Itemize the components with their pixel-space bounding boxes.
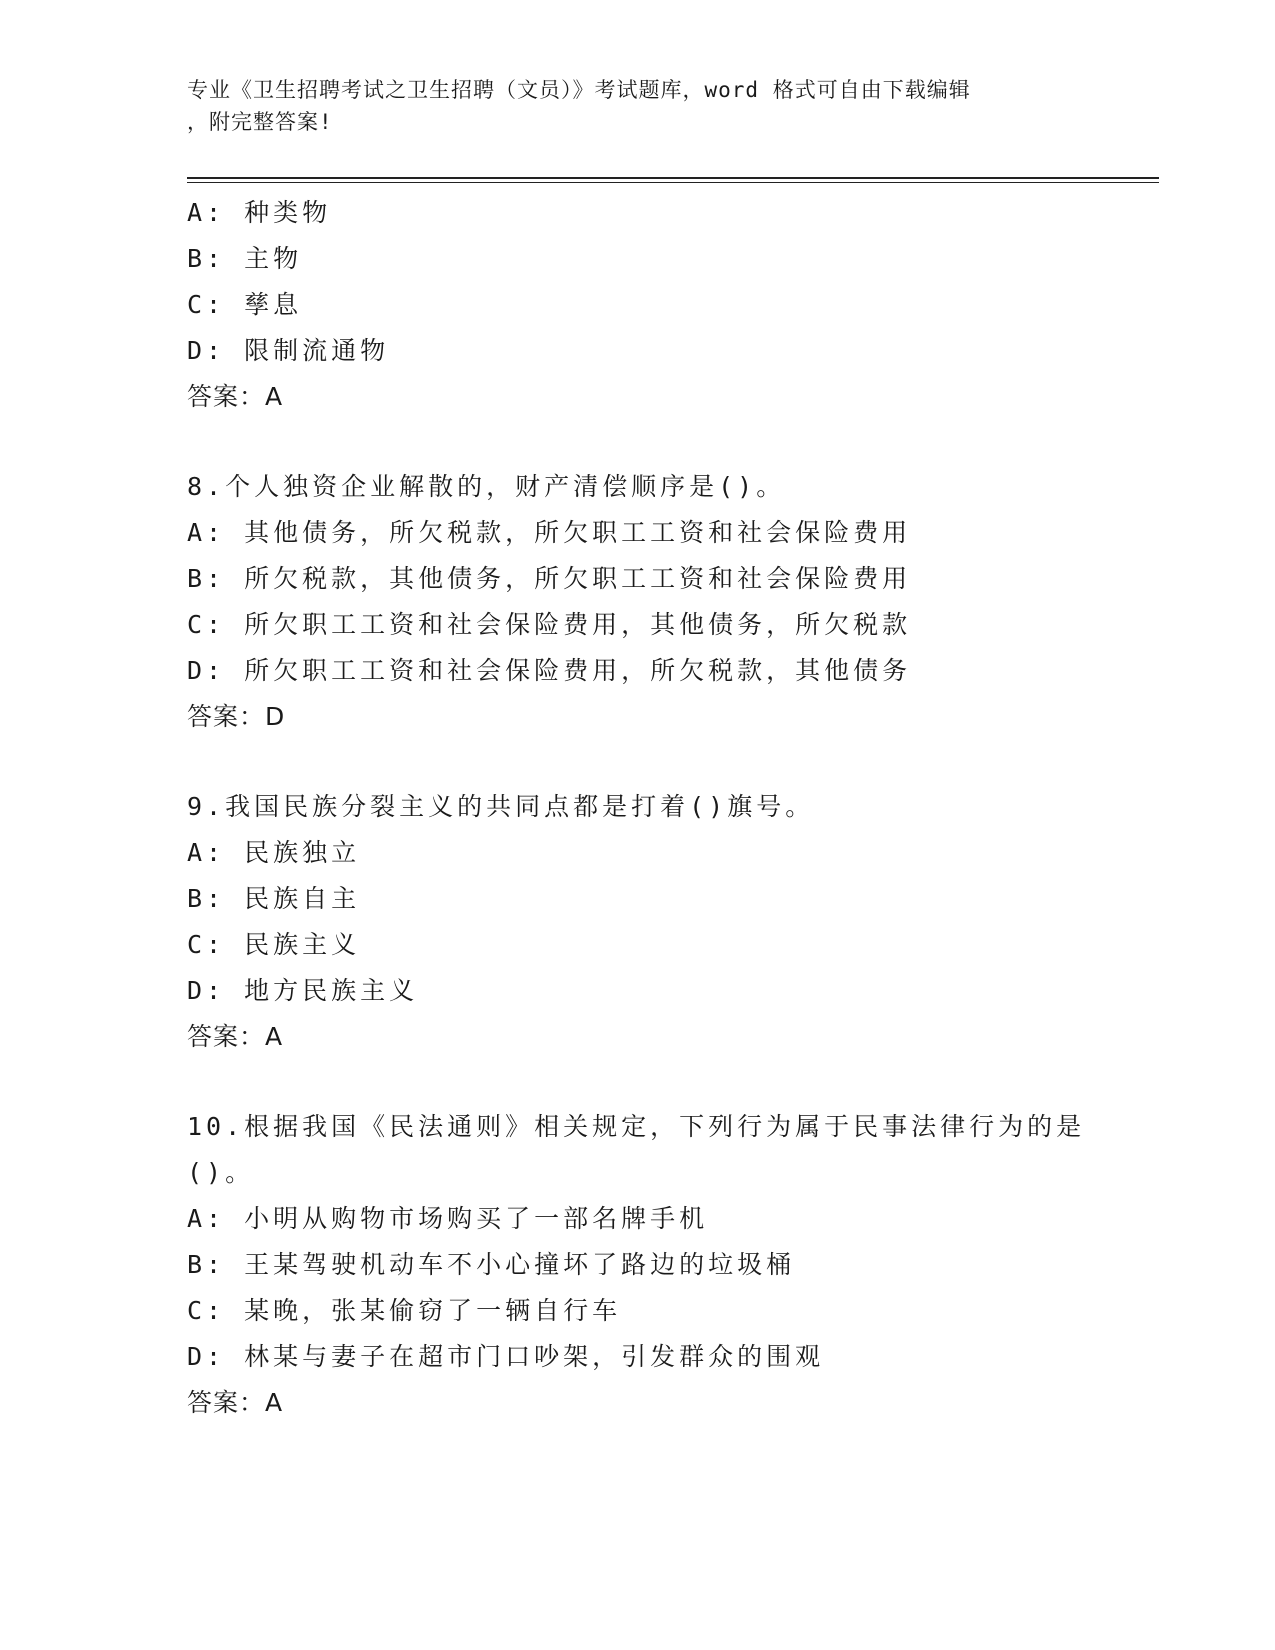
header-intro-line-2: ，附完整答案! — [187, 110, 333, 134]
option-b: B: 所欠税款，其他债务，所欠职工工资和社会保险费用 — [187, 564, 912, 593]
answer-label: 答案：A — [187, 1388, 284, 1417]
option-a: A: 民族独立 — [187, 838, 361, 867]
option-c: C: 所欠职工工资和社会保险费用，其他债务，所欠税款 — [187, 610, 912, 639]
answer-label: 答案：D — [187, 702, 286, 731]
question-10 — [187, 1104, 1147, 1426]
option-a: A: 小明从购物市场购买了一部名牌手机 — [187, 1204, 709, 1233]
document-header — [187, 74, 1087, 138]
option-a: A: 种类物 — [187, 198, 332, 227]
option-a: A: 其他债务，所欠税款，所欠职工工资和社会保险费用 — [187, 518, 912, 547]
option-d: D: 限制流通物 — [187, 336, 390, 365]
option-c: C: 某晚，张某偷窃了一辆自行车 — [187, 1296, 622, 1325]
question-stem: 8.个人独资企业解散的，财产清偿顺序是()。 — [187, 472, 786, 501]
question-8 — [187, 464, 1147, 740]
answer-label: 答案：A — [187, 382, 284, 411]
question-7-continued — [187, 190, 1147, 420]
option-d: D: 地方民族主义 — [187, 976, 419, 1005]
question-9 — [187, 784, 1147, 1060]
option-b: B: 主物 — [187, 244, 303, 273]
option-c: C: 孳息 — [187, 290, 303, 319]
header-intro-line-1: 专业《卫生招聘考试之卫生招聘（文员）》考试题库，word 格式可自由下载编辑 — [187, 78, 971, 102]
option-c: C: 民族主义 — [187, 930, 361, 959]
question-list — [187, 190, 1147, 1426]
option-d: D: 林某与妻子在超市门口吵架，引发群众的围观 — [187, 1342, 825, 1371]
answer-label: 答案：A — [187, 1022, 284, 1051]
question-stem: 9.我国民族分裂主义的共同点都是打着()旗号。 — [187, 792, 815, 821]
option-b: B: 民族自主 — [187, 884, 361, 913]
header-divider — [187, 177, 1159, 183]
option-b: B: 王某驾驶机动车不小心撞坏了路边的垃圾桶 — [187, 1250, 796, 1279]
question-stem-line-2: ()。 — [187, 1158, 255, 1187]
question-stem-line-1: 10.根据我国《民法通则》相关规定，下列行为属于民事法律行为的是 — [187, 1112, 1086, 1141]
option-d: D: 所欠职工工资和社会保险费用，所欠税款，其他债务 — [187, 656, 912, 685]
